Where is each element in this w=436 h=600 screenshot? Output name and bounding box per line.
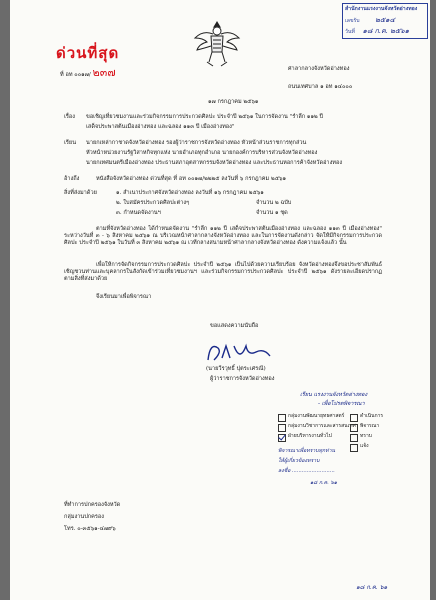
receipt-number bbox=[345, 16, 395, 25]
signer-name: (นายวีรวุทธิ์ ปุตระเศรณี) bbox=[206, 366, 266, 372]
subject-line-2: เสด็จประพาสต้นเมืองอ่างทอง และฉลอง ๑๑๓ ปี เมืองอ่างทอง" bbox=[86, 124, 235, 130]
to-line-2: หัวหน้าหน่วยงานรัฐวิสาหกิจทุกแห่ง นายอำเภอทุกอำเภอ นายกองค์การบริหารส่วนจังหวัดอ่างทอง bbox=[86, 150, 318, 156]
enclosures-label: สิ่งที่ส่งมาด้วย bbox=[64, 190, 97, 196]
to-line-1: นายกเหล่ากาชาดจังหวัดอ่างทอง รองผู้ว่าราชการจังหวัดอ่างทอง หัวหน้าส่วนราชการทุกส่วน bbox=[86, 140, 307, 146]
document-page bbox=[10, 0, 430, 600]
routing-right-1: ดำเนินการ bbox=[360, 413, 384, 419]
body-paragraph-1: ตามที่จังหวัดอ่างทอง ได้กำหนดจัดงาน "รำลึก ๑๑๒ ปี เสด็จประพาสต้นเมืองอ่างทอง และฉลอง ๑๑๓ ปี เมืองอ่างทอง" ระหว่างวันที่ ๓ - ๖ สิงหาคม ๒๕๖๑ ณ บริเวณหน้าศาลากลางจังหวัดอ่างทอง และในการจัดงานดังกล่าว จัดให้มีกิจกรรมการประกวดศิลปะ ประจำปี ๒๕๖๑ ในวันที่ ๓ สิงหาคม ๒๕๖๑ ณ เวทีกลางสนามหน้าศาลากลางจังหวัดอ่างทอง ดังความแจ้งแล้ว นั้น bbox=[64, 226, 382, 246]
routing-checkbox-checked[interactable] bbox=[278, 434, 286, 442]
routing-checkbox[interactable] bbox=[278, 424, 286, 432]
receipt-stamp bbox=[342, 3, 428, 39]
enclosure-qty-2: จำนวน ๒ ฉบับ bbox=[256, 200, 292, 206]
document-date: ๑๗ กรกฎาคม ๒๕๖๑ bbox=[208, 99, 259, 105]
receipt-date-label: วันที่ bbox=[345, 29, 355, 35]
routing-right-3: ทราบ bbox=[360, 433, 372, 439]
routing-right-2: พิจารณา bbox=[360, 423, 380, 429]
routing-checkbox[interactable] bbox=[350, 434, 358, 442]
footer-phone: โทร. ๐-๓๕๖๑-๔๗๙๖ bbox=[64, 526, 116, 532]
signature-icon bbox=[200, 338, 280, 368]
closing-phrase: ขอแสดงความนับถือ bbox=[210, 323, 259, 329]
sender-address-1: ศาลากลางจังหวัดอ่างทอง bbox=[288, 66, 350, 72]
routing-item-2: กลุ่มงานวิชาการและสารสนเทศ bbox=[288, 423, 356, 429]
document-number bbox=[60, 66, 116, 80]
sender-address-2: ถนนเทศบาล ๑ อท ๑๔๐๐๐ bbox=[288, 84, 353, 90]
routing-handwriting-4: ๑๘ ก.ค. ๖๑ bbox=[310, 480, 338, 486]
enclosure-item-2: ๒. ใบสมัครประกวดศิลปะต่างๆ bbox=[116, 200, 190, 206]
doc-no-handwritten: ๒๓๗ bbox=[92, 66, 116, 79]
to-label: เรียน bbox=[64, 140, 77, 146]
routing-item-1: กลุ่มงานพัฒนายุทธศาสตร์ bbox=[288, 413, 345, 419]
routing-handwriting-1: พิจารณาเพื่อทราบทุกท่าน bbox=[278, 448, 336, 454]
garuda-emblem-icon bbox=[193, 18, 241, 70]
footer-department: ที่ทำการปกครองจังหวัด bbox=[64, 502, 121, 508]
receipt-number-value: ๒๕๑๔ bbox=[375, 16, 395, 24]
routing-checkbox[interactable] bbox=[350, 424, 358, 432]
subject-label: เรื่อง bbox=[64, 114, 76, 120]
subject-line-1: ขอเชิญเที่ยวชมงานและร่วมกิจกรรมการประกวดศิลปะ ประจำปี ๒๕๖๑ ในการจัดงาน "รำลึก ๑๑๒ ปี bbox=[86, 114, 324, 120]
reference-text: หนังสือจังหวัดอ่างทอง ด่วนที่สุด ที่ อท ๐๐๑๗/๒๒๒๕ ลงวันที่ ๖ กรกฎาคม ๒๕๖๑ bbox=[96, 176, 287, 182]
receipt-date bbox=[345, 27, 409, 36]
routing-note-2: - เพื่อโปรดพิจารณา bbox=[318, 401, 365, 407]
footer-unit: กลุ่มงานปกครอง bbox=[64, 514, 104, 520]
routing-right-4: แจ้ง bbox=[360, 443, 369, 449]
routing-handwriting-3: ลงชื่อ .......................... bbox=[278, 468, 335, 474]
routing-item-3: ฝ่ายบริหารงานทั่วไป bbox=[288, 433, 332, 439]
enclosure-item-3: ๓. กำหนดจัดงานฯ bbox=[116, 210, 161, 216]
routing-checkbox[interactable] bbox=[350, 414, 358, 422]
enclosure-qty-3: จำนวน ๑ ชุด bbox=[256, 210, 288, 216]
reference-label: อ้างถึง bbox=[64, 176, 80, 182]
doc-no-text: ที่ อท ๐๐๑๗/ bbox=[60, 72, 91, 78]
signer-title: ผู้ว่าราชการจังหวัดอ่างทอง bbox=[210, 376, 275, 382]
closing-request: จึงเรียนมาเพื่อพิจารณา bbox=[96, 294, 152, 300]
bottom-handwritten-date: ๑๘ ก.ค. ๖๑ bbox=[356, 584, 388, 591]
enclosure-item-1: ๑. สำเนาประกาศจังหวัดอ่างทอง ลงวันที่ ๑๖ กรกฎาคม ๒๕๖๑ bbox=[116, 190, 264, 196]
routing-checkbox[interactable] bbox=[350, 444, 358, 452]
to-line-3: นายกเทศมนตรีเมืองอ่างทอง ประธานสภาอุตสาหกรรมจังหวัดอ่างทอง และประธานหอการค้าจังหวัดอ่างทอง bbox=[86, 160, 343, 166]
receipt-date-value: ๑๘ ก.ค. ๒๕๖๑ bbox=[362, 27, 410, 35]
routing-note-1: เรียน แรงงานจังหวัดอ่างทอง bbox=[300, 392, 368, 398]
body-paragraph-2: เพื่อให้การจัดกิจกรรมการประกวดศิลปะ ประจำปี ๒๕๖๑ เป็นไปด้วยความเรียบร้อย จังหวัดอ่างทองจึงขอประชาสัมพันธ์เชิญชวนท่านและบุคลากรในสังกัดเข้าร่วมเที่ยวชมงานฯ และร่วมกิจกรรมการประกวดศิลปะ ประจำปี ๒๕๖๑ ดังรายละเอียดปรากฏตามสิ่งที่ส่งมาด้วย bbox=[64, 262, 382, 282]
urgency-stamp: ด่วนที่สุด bbox=[56, 44, 120, 62]
receipt-office: สำนักงานแรงงานจังหวัดอ่างทอง bbox=[345, 6, 418, 12]
routing-handwriting-2: ให้ผู้เกี่ยวข้องทราบ bbox=[278, 458, 320, 464]
routing-checkbox[interactable] bbox=[278, 414, 286, 422]
receipt-number-label: เลขรับ bbox=[345, 18, 360, 24]
